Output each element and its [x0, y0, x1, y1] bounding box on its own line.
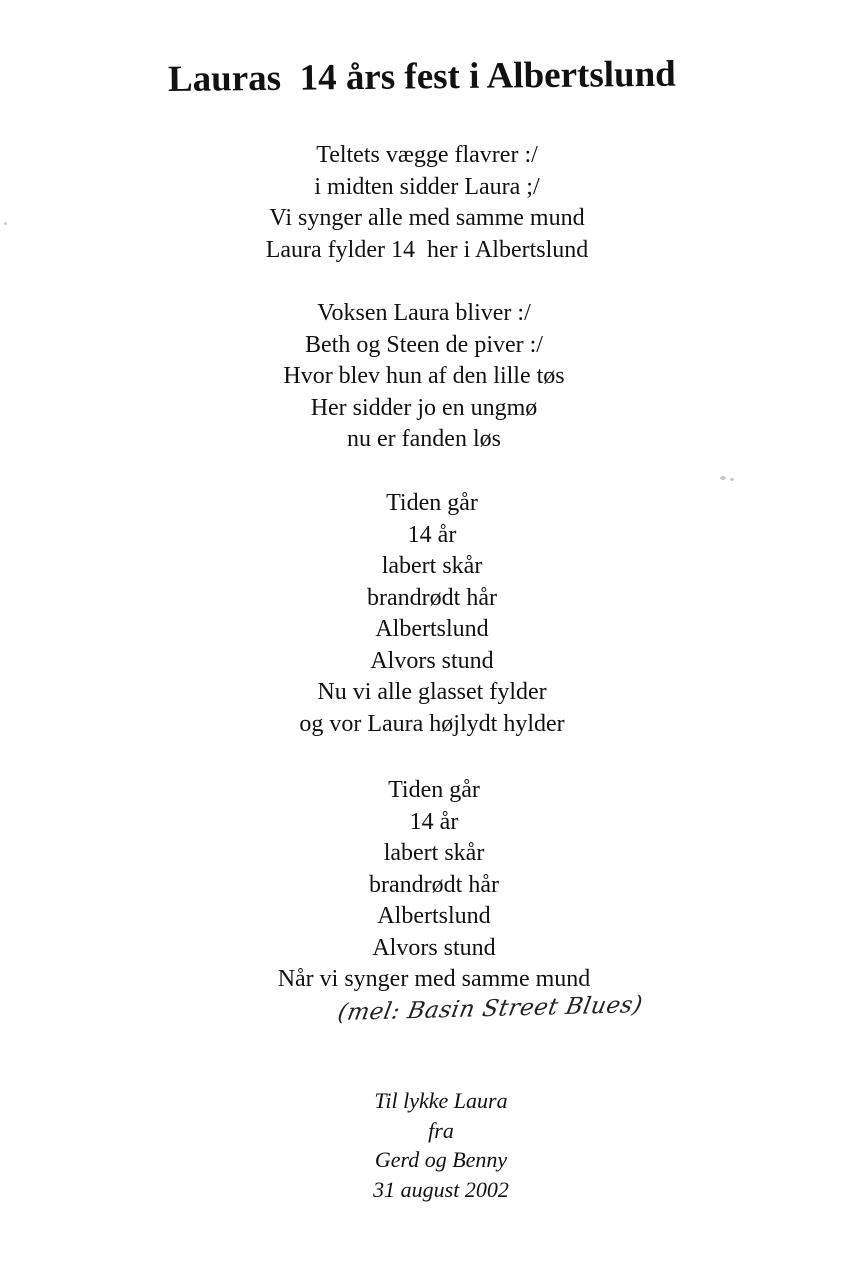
dedication-line: fra [428, 1117, 454, 1143]
verse-line: Vi synger alle med samme mund [269, 205, 585, 231]
stanza-4 [0, 775, 868, 996]
verse-line: 14 år [409, 808, 459, 835]
verse-line: i midten sidder Laura ;/ [314, 173, 540, 200]
document-title: Lauras 14 års fest i Albertslund [167, 53, 676, 100]
stanza-3 [0, 488, 866, 740]
verse-line: Laura fylder 14 her i Albertslund [265, 236, 589, 263]
verse-line: Teltets vægge flavrer :/ [316, 142, 538, 168]
verse-line: Albertslund [377, 903, 491, 929]
verse-line: Albertslund [375, 616, 489, 642]
verse-line: Tiden går [388, 777, 480, 803]
verse-line: Alvors stund [370, 647, 494, 674]
dedication-line: Til lykke Laura [374, 1088, 508, 1113]
verse-line: Her sidder jo en ungmø [310, 394, 538, 421]
verse-line: Alvors stund [372, 934, 496, 961]
verse-line: og vor Laura højlydt hylder [299, 710, 565, 737]
verse-line: 14 år [407, 521, 457, 548]
dedication-line: 31 august 2002 [373, 1176, 509, 1202]
dedication-line: Gerd og Benny [374, 1147, 508, 1172]
verse-line: Nu vi alle glasset fylder [317, 679, 547, 705]
verse-line: Hvor blev hun af den lille tøs [283, 363, 565, 389]
scan-speck [730, 478, 734, 481]
verse-line: Tiden går [386, 490, 478, 516]
verse-line: Når vi synger med samme mund [277, 966, 591, 992]
verse-line: nu er fanden løs [347, 426, 501, 452]
scan-speck [720, 476, 726, 480]
handwritten-melody-note: (mel: Basin Street Blues) [335, 991, 645, 1027]
scan-speck [4, 222, 7, 225]
stanza-1 [0, 140, 861, 266]
verse-line: brandrødt hår [369, 871, 499, 898]
verse-line: labert skår [381, 553, 483, 579]
dedication-block [0, 1086, 868, 1204]
verse-line: brandrødt hår [367, 584, 497, 611]
verse-line: labert skår [383, 840, 485, 866]
stanza-2 [0, 298, 858, 456]
verse-line: Voksen Laura bliver :/ [317, 300, 531, 326]
verse-line: Beth og Steen de piver :/ [305, 331, 543, 358]
